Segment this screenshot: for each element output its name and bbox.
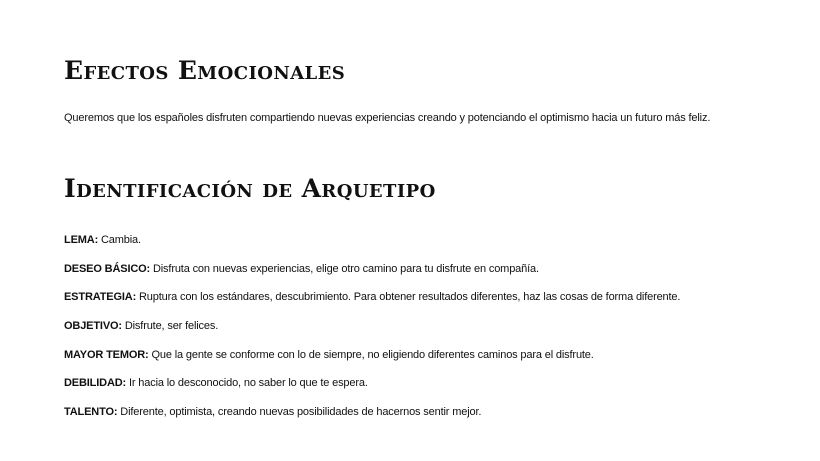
arquetipo-item-value: Disfruta con nuevas experiencias, elige otro camino para tu disfrute en compañía. [152, 262, 539, 275]
arquetipo-item-mayor-temor [64, 348, 680, 362]
section-text-efectos-emocionales: Queremos que los españoles disfruten compartiendo nuevas experiencias creando y potenciando el optimismo hacia un futuro más feliz. [64, 112, 711, 124]
arquetipo-item-label: LEMA: [64, 234, 99, 246]
arquetipo-item-label: ESTRATEGIA: [64, 291, 137, 304]
arquetipo-item-value: Diferente, optimista, creando nuevas posibilidades de hacernos sentir mejor. [120, 406, 482, 419]
arquetipo-item-value: Cambia. [100, 234, 141, 246]
arquetipo-item-value: Ir hacia lo desconocido, no saber lo que te espera. [128, 377, 368, 390]
arquetipo-item-value: Ruptura con los estándares, descubrimiento. Para obtener resultados diferentes, haz las cosas de forma diferente. [139, 291, 681, 304]
arquetipo-item-label: TALENTO: [64, 406, 118, 419]
arquetipo-item-label: OBJETIVO: [64, 320, 122, 333]
arquetipo-item-value: Que la gente se conforme con lo de siempre, no eligiendo diferentes caminos para el disfrute. [151, 348, 594, 361]
section-title-efectos-emocionales: Efectos Emocionales [64, 56, 346, 85]
arquetipo-item-label: MAYOR TEMOR: [64, 348, 149, 361]
section-title-identificacion-arquetipo: Identificación de Arquetipo [64, 174, 436, 203]
arquetipo-item-lema [64, 233, 680, 247]
arquetipo-item-deseo-basico [64, 262, 680, 276]
arquetipo-item-debilidad [64, 376, 680, 390]
arquetipo-item-value: Disfrute, ser felices. [124, 320, 219, 333]
arquetipo-item-label: DEBILIDAD: [64, 377, 127, 390]
arquetipo-item-objetivo [64, 319, 680, 333]
arquetipo-item-talento [64, 405, 680, 419]
arquetipo-list [64, 233, 680, 434]
arquetipo-item-estrategia [64, 290, 680, 304]
arquetipo-item-label: DESEO BÁSICO: [64, 262, 151, 275]
